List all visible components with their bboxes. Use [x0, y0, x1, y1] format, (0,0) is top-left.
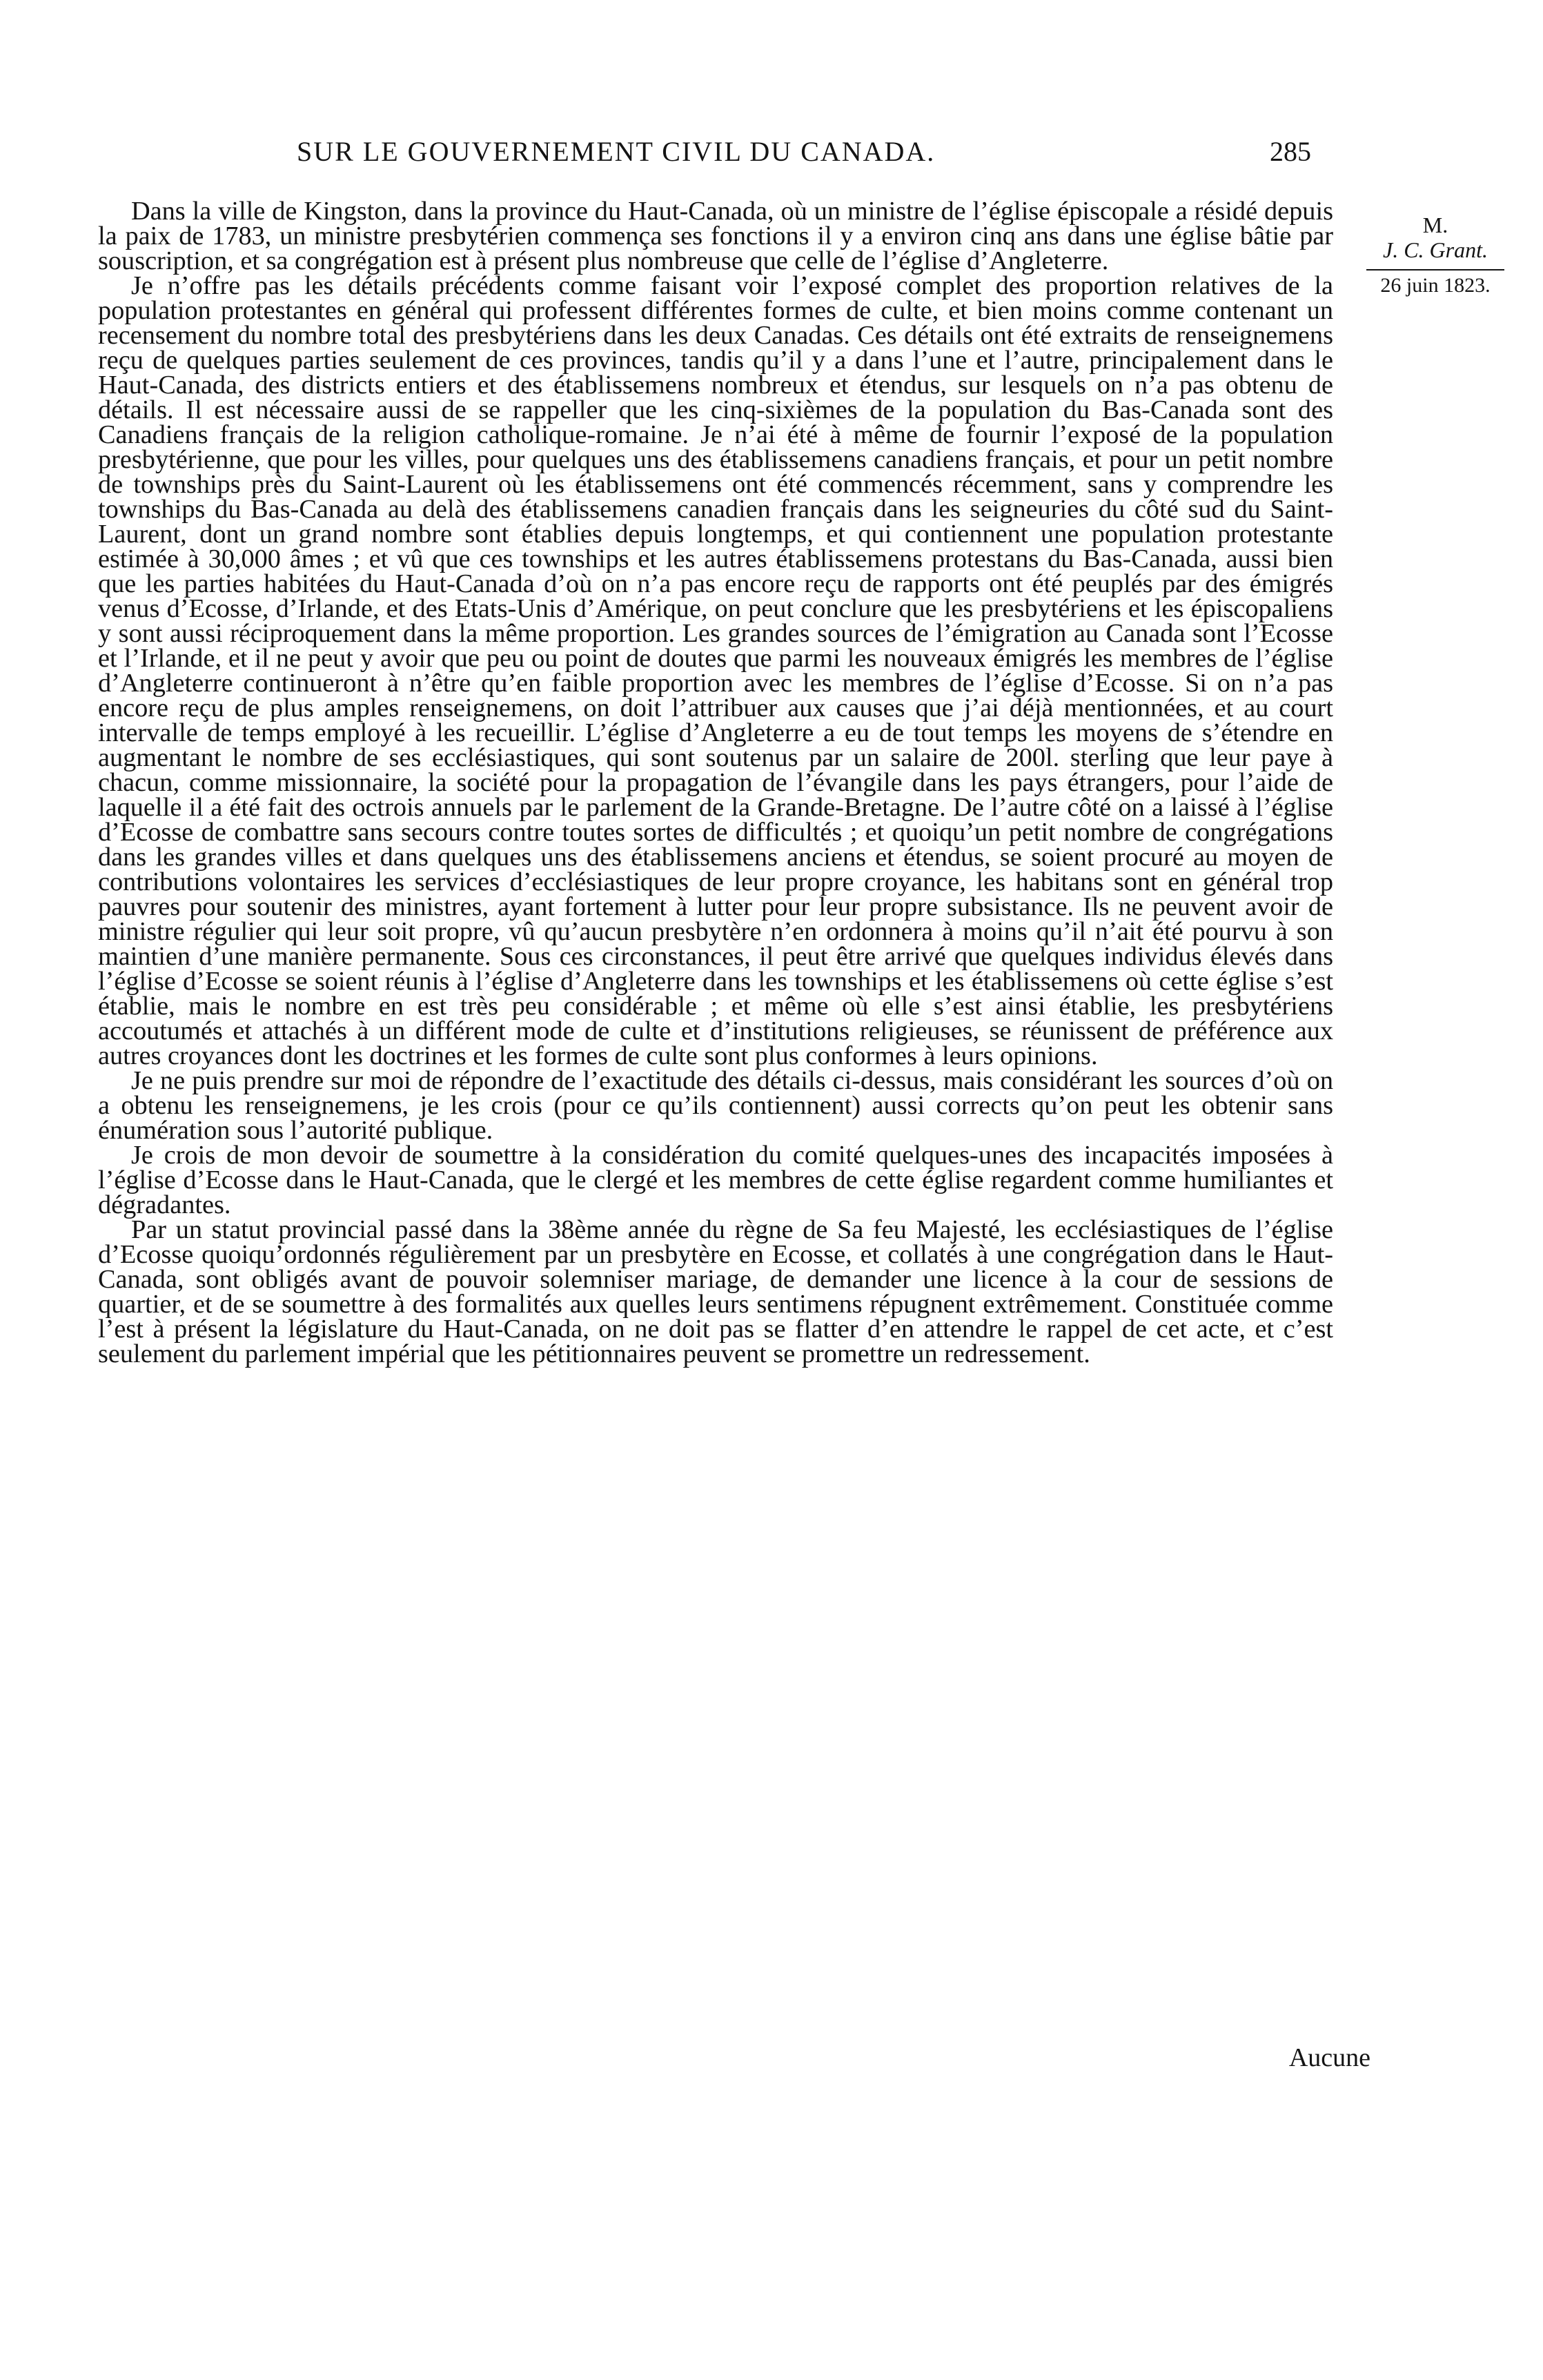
page-header	[276, 135, 1311, 177]
paragraph: Je n’offre pas les détails précédents comme faisant voir l’exposé complet des proportion relatives de la population protestantes en général qui professent différentes formes de culte, et bien moins comme contenant un recensement du nombre total des presbytériens dans les deux Canadas. Ces détails ont été extraits de renseignemens reçu de quelques parties seulement de ces provinces, tandis qu’il y a dans l’une et l’autre, principalement dans le Haut-Canada, des districts entiers et des établissemens nombreux et étendus, sur lesquels on n’a pas obtenu de détails. Il est nécessaire aussi de se rappeller que les cinq-sixièmes de la population du Bas-Canada sont des Canadiens français de la religion catholique-romaine. Je n’ai été à même de fournir l’exposé de la population presbytérienne, que pour les villes, pour quelques uns des établissemens canadiens français, et pour un petit nombre de townships près du Saint-Laurent où les établissemens ont été commencés récemment, sans y comprendre les townships du Bas-Canada au delà des établissemens canadien français dans les seigneuries du côté sud du Saint-Laurent, dont un grand nombre sont établies depuis longtemps, et qui contiennent une population protestante estimée à 30,000 âmes ; et vû que ces townships et les autres établissemens protestans du Bas-Canada, aussi bien que les parties habitées du Haut-Canada d’où on n’a pas encore reçu de rapports ont été peuplés par des émigrés venus d’Ecosse, d’Irlande, et des Etats-Unis d’Amérique, on peut conclure que les presbytériens et les épiscopaliens y sont aussi réciproquement dans la même proportion. Les grandes sources de l’émigration au Canada sont l’Ecosse et l’Irlande, et il ne peut y avoir que peu ou point de doutes que parmi les nouveaux émigrés les membres de l’église d’Angleterre continueront à n’être qu’en faible proportion avec les membres de l’église d’Ecosse. Si on n’a pas encore reçu de plus amples renseignemens, on doit l’attribuer aux causes que j’ai déjà mentionnées, et au court intervalle de temps employé à les recueillir. L’église d’Angleterre a eu de tout temps les moyens de s’étendre en augmentant le nombre de ses ecclésiastiques, qui sont soutenus par un salaire de 200l. sterling que leur paye à chacun, comme missionnaire, la société pour la propagation de l’évangile dans les pays étrangers, pour l’aide de laquelle il a été fait des octrois annuels par le parlement de la Grande-Bretagne. De l’autre côté on a laissé à l’église d’Ecosse de combattre sans secours contre toutes sortes de difficultés ; et quoiqu’un petit nombre de congrégations dans les grandes villes et dans quelques uns des établissemens anciens et étendus, se soient procuré au moyen de contributions volontaires les services d’ecclésiastiques de leur propre croyance, les habitans sont en général trop pauvres pour soutenir des ministres, ayant fortement à lutter pour leur propre subsistance. Ils ne peuvent avoir de ministre régulier qui leur soit propre, vû qu’aucun presbytère n’en ordonnera à moins qu’il n’ait été pourvu à son maintien d’une manière permanente. Sous ces circonstances, il peut être arrivé que quelques individus élevés dans l’église d’Ecosse se soient réunis à l’église d’Angleterre dans les townships et les établissemens où cette église s’est établie, mais le nombre en est très peu considérable ; et même où elle s’est ainsi établie, les presbytériens accoutumés et attachés à un différent mode de culte et d’institutions religieuses, se réunissent de préférence aux autres croyances dont les doctrines et les formes de culte sont plus conformes à leurs opinions.	[98, 271, 1333, 1070]
catchword: Aucune	[1288, 2043, 1370, 2072]
running-head: SUR LE GOUVERNEMENT CIVIL DU CANADA.	[297, 136, 936, 167]
page-number: 285	[1270, 136, 1311, 167]
paragraph: Dans la ville de Kingston, dans la province du Haut-Canada, où un ministre de l’église épiscopale a résidé depuis la paix de 1783, un ministre presbytérien commença ses fonctions il y a environ cinq ans dans une église bâtie par souscription, et sa congrégation est à présent plus nombreuse que celle de l’église d’Angleterre.	[98, 197, 1333, 275]
margin-note-initial: M.	[1422, 213, 1448, 237]
margin-note-rule	[1366, 269, 1504, 271]
body-text	[98, 199, 1333, 1366]
paragraph: Je ne puis prendre sur moi de répondre de l’exactitude des détails ci-dessus, mais considérant les sources d’où on a obtenu les renseignemens, je les crois (pour ce qu’ils contiennent) aussi corrects qu’on peut les obtenir sans énumération sous l’autorité publique.	[98, 1066, 1333, 1145]
margin-note	[1346, 213, 1525, 298]
margin-note-date: 26 juin 1823.	[1380, 274, 1491, 297]
margin-note-name: J. C. Grant.	[1383, 237, 1488, 262]
paragraph: Par un statut provincial passé dans la 38ème année du règne de Sa feu Majesté, les ecclésiastiques de l’église d’Ecosse quoiqu’ordonnés régulièrement par un presbytère en Ecosse, et collatés à une congrégation dans le Haut-Canada, sont obligés avant de pouvoir solemniser mariage, de demander une licence à la cour de sessions de quartier, et de se soumettre à des formalités aux quelles leurs sentimens répugnent extrêmement. Constituée comme l’est à présent la législature du Haut-Canada, on ne doit pas se flatter d’en attendre le rappel de cet acte, et c’est seulement du parlement impérial que les pétitionnaires peuvent se promettre un redressement.	[98, 1215, 1333, 1368]
paragraph: Je crois de mon devoir de soumettre à la considération du comité quelques-unes des incapacités imposées à l’église d’Ecosse dans le Haut-Canada, que le clergé et les membres de cette église regardent comme humiliantes et dégradantes.	[98, 1141, 1333, 1219]
